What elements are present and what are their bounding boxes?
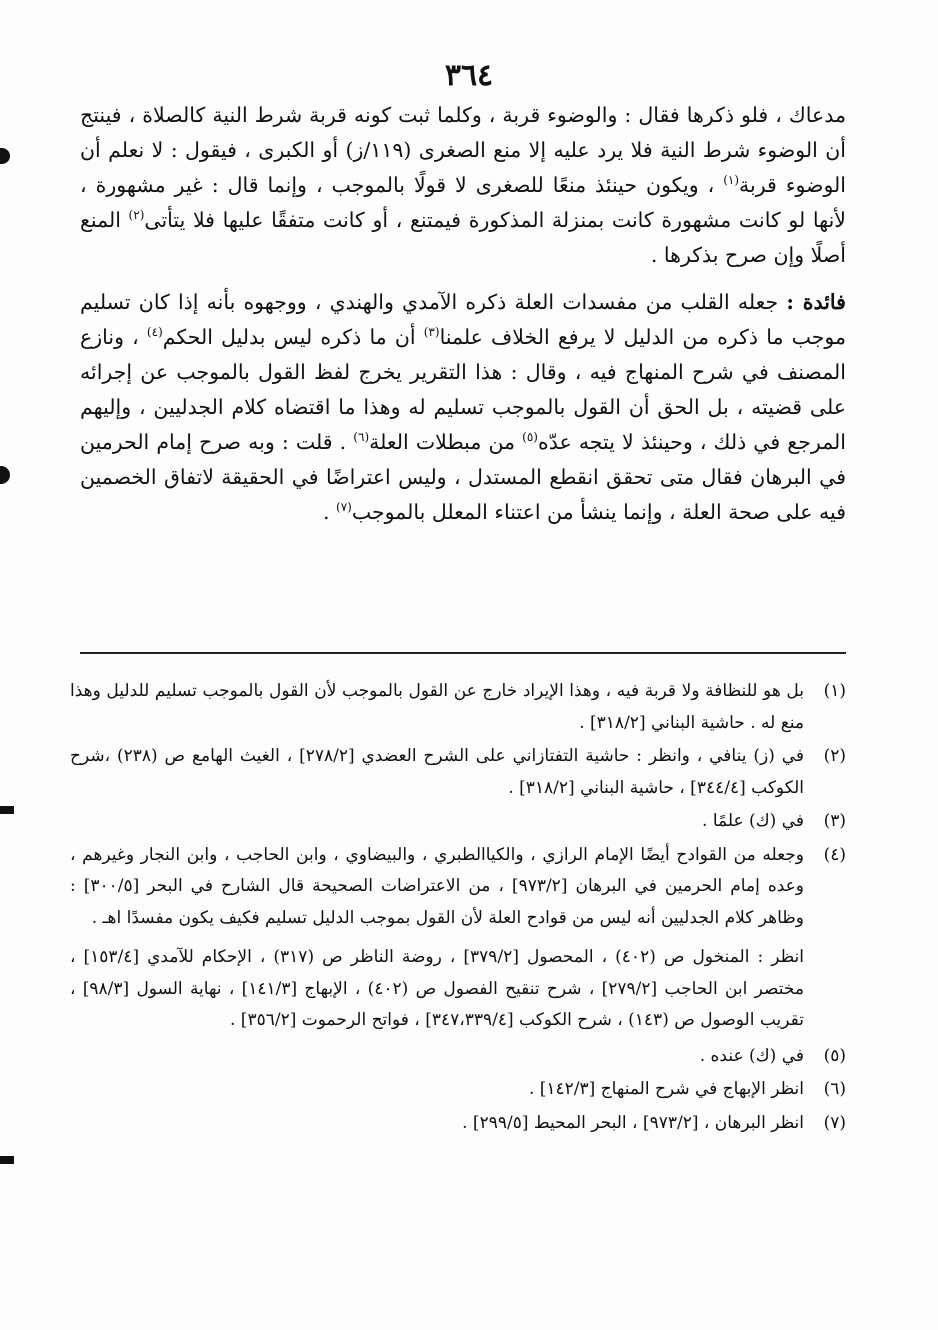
paragraph-text: المنع أصلًا وإن صرح بذكرها . — [80, 208, 846, 267]
main-text — [80, 98, 846, 530]
scan-mark — [0, 806, 14, 814]
footnote-text: في (ز) ينافي ، وانظر : حاشية التفتازاني على الشرح العضدي [٢٧٨/٢] ، الغيث الهامع ص (٢٣٨) ،شرح الكوكب [٣٤٤/٤] ، حاشية البناني [٣١٨/٢] . — [70, 746, 804, 798]
footnote-item — [70, 1074, 846, 1106]
footnote-ref: (٧) — [336, 500, 352, 515]
footnote-ref: (٤) — [146, 325, 163, 340]
footnote-number: (٢) — [823, 746, 846, 766]
footnote-text: انظر الإبهاج في شرح المنهاج [١٤٢/٣] . — [528, 1079, 804, 1099]
footnote-references: انظر : المنخول ص (٤٠٢) ، المحصول [٣٧٩/٢] ، روضة الناظر ص (٣١٧) ، الإحكام للآمدي [١٥٣/٤] ، مختصر ابن الحاجب [٢٧٩/٢] ، شرح تنقيح الفصول ص (٤٠٢) ، الإبهاج [١٤١/٣] ، نهاية السول [٩٨/٣] ، تقريب الوصول ص (١٤٣) ، شرح الكوكب [٣٤٧،٣٣٩/٤] ، فواتح الرحموت [٣٥٦/٢] . — [70, 947, 805, 1030]
scan-mark — [0, 148, 10, 164]
page-number: ٣٦٤ — [444, 58, 494, 93]
footnote-number: (٥) — [823, 1045, 846, 1066]
footnote-number: (٦) — [823, 1079, 846, 1099]
footnote-separator — [80, 652, 846, 654]
footnote-text: انظر البرهان ، [٩٧٣/٢] ، البحر المحيط [٢٩٩/٥] . — [462, 1112, 804, 1133]
paragraph-2 — [80, 285, 846, 530]
scan-mark — [0, 1156, 14, 1164]
footnote-item — [70, 806, 846, 838]
footnote-text: في (ك) علمًا . — [702, 811, 804, 831]
footnote-number: (٣) — [823, 811, 846, 831]
paragraph-text: أن ما ذكره ليس بدليل الحكم — [162, 325, 416, 349]
paragraph-text: . قلت : وبه صرح إمام الحرمين في البرهان فقال متى تحقق انقطع المستدل ، وليس اعتراضًا في الحقيقة لاتفاق الخصمين فيه على صحة العلة ، وإنما ينشأ من اعتناء المعلل بالموجب — [80, 430, 846, 524]
footnote-text: في (ك) عنده . — [699, 1045, 804, 1066]
scan-mark — [0, 466, 10, 484]
footnote-item — [70, 1041, 846, 1073]
footnote-item — [70, 741, 846, 804]
footnote-ref: (٣) — [423, 325, 440, 340]
paragraph-text: ، ويكون حينئذ منعًا للصغرى لا قولًا بالموجب ، وإنما قال : غير مشهورة ، لأنها لو كانت مشهورة كانت بمنزلة المذكورة فيمتنع ، أو كانت متفقًا عليها فلا يتأتى — [80, 173, 846, 232]
footnote-item — [70, 676, 846, 739]
paragraph-text: مدعاك ، فلو ذكرها فقال : والوضوء قربة ، وكلما ثبت كونه قربة شرط النية كالصلاة ، فينتج أن الوضوء شرط النية فلا يرد عليه إلا منع الصغرى (١١٩/ز) أو الكبرى ، فيقول : لا نعلم أن الوضوء قربة — [80, 103, 846, 197]
footnote-ref: (٦) — [353, 430, 370, 445]
footnote-ref: (١) — [723, 173, 740, 188]
paragraph-text: من مبطلات العلة — [369, 430, 516, 454]
footnote-ref: (٥) — [522, 430, 538, 445]
paragraph-lead: فائدة : — [786, 290, 846, 314]
footnotes — [70, 676, 846, 1141]
paragraph-text: جعله القلب من مفسدات العلة ذكره الآمدي والهندي ، ووجهوه بأنه إذا كان تسليم موجب ما ذكره من الدليل لا يرفع الخلاف علمنا — [80, 290, 846, 349]
footnote-number: (٧) — [823, 1112, 846, 1133]
paragraph-text: ، ونازع المصنف في شرح المنهاج فيه ، وقال : هذا التقرير يخرج لفظ القول بالموجب عن إجرائه على قضيته ، بل الحق أن القول بالموجب تسليم له وهذا ما اقتضاه كلام الجدليين ، وإليهم المرجع في ذلك ، وحينئذ لا يتجه عدّه — [80, 325, 846, 454]
footnote-text: بل هو للنظافة ولا قربة فيه ، وهذا الإيراد خارج عن القول بالموجب لأن القول بالموجب تسليم للدليل وهذا منع له . حاشية البناني [٣١٨/٢] . — [70, 681, 804, 733]
footnote-number: (٤) — [823, 844, 846, 865]
footnote-text: وجعله من القوادح أيضًا الإمام الرازي ، والكياالطبري ، والبيضاوي ، وابن الحاجب ، وابن النجار وغيرهم ، وعده إمام الحرمين في البرهان [٩٧٣/٢] ، من الاعتراضات الصحيحة قال الشارح في البحر [٣٠٠/٥] : وظاهر كلام الجدليين أنه ليس من قوادح العلة لأن القول بموجب الدليل تسليم فكيف يكون مفسدًا اهـ . — [70, 844, 804, 928]
paragraph-text: . — [322, 500, 330, 524]
paragraph-1 — [80, 98, 846, 273]
footnote-number: (١) — [823, 681, 846, 701]
footnote-item — [70, 1108, 846, 1140]
footnote-item — [70, 840, 846, 935]
footnote-ref: (٢) — [128, 208, 145, 223]
